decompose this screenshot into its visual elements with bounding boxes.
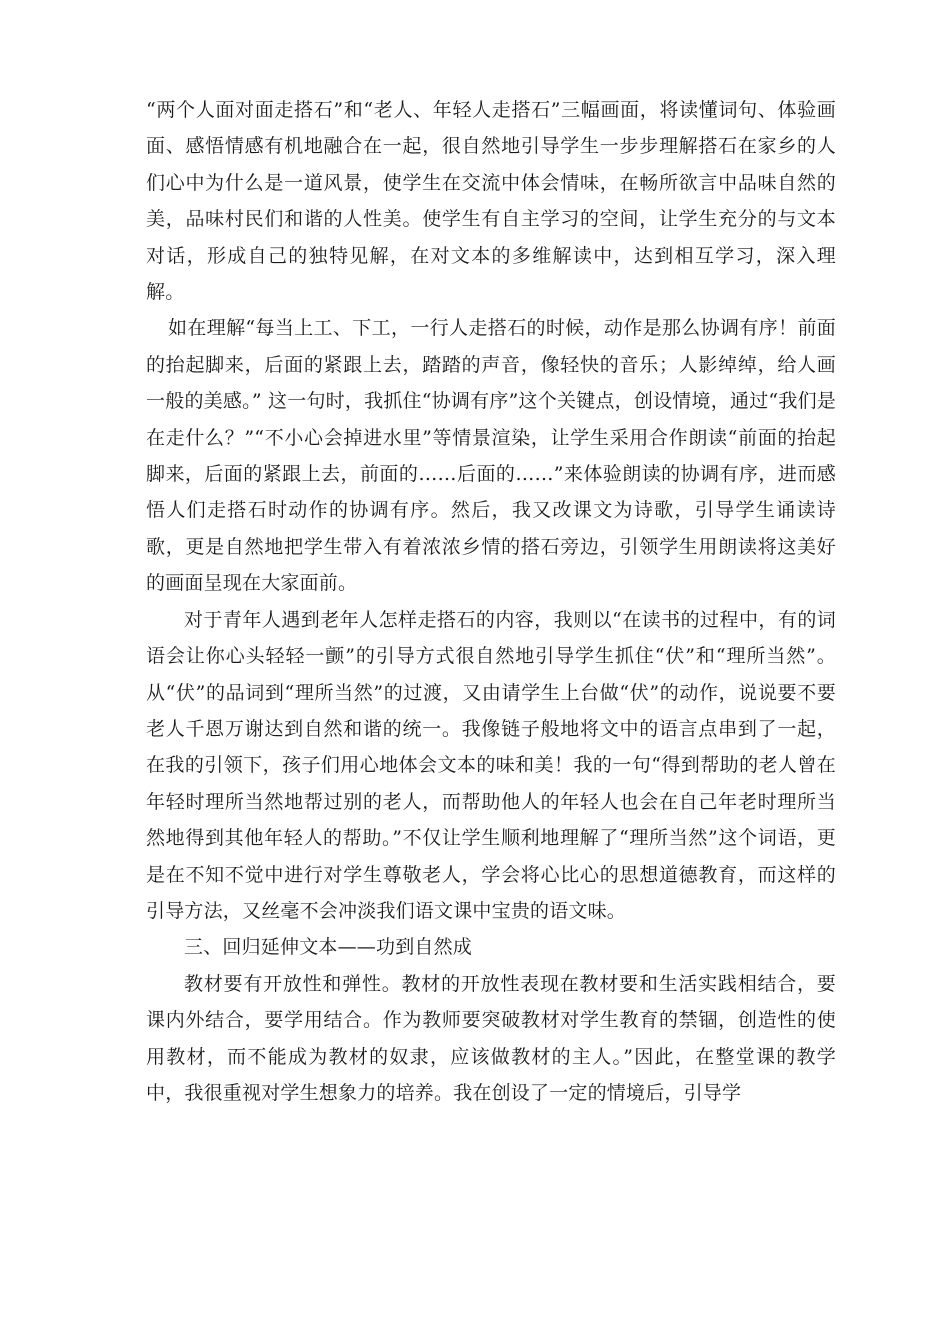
section-heading: 三、回归延伸文本——功到自然成	[184, 936, 473, 959]
paragraph-continuation: “两个人面对面走搭石”和“老人、年轻人走搭石”三幅画面，将读懂词句、体验画面、感悟情感有机地融合在一起，很自然地引导学生一步步理解搭石在家乡的人们心中为什么是一道风景，使学生在交流中体会情味，在畅所欲言中品味自然的美，品味村民们和谐的人性美。使学生有自主学习的空间，让学生充分的与文本对话，形成自己的独特见解，在对文本的多维解读中，达到相互学习，深入理解。	[146, 99, 836, 304]
paragraph-coordination: 如在理解“每当上工、下工，一行人走搭石的时候，动作是那么协调有序！前面的抬起脚来，后面的紧跟上去，踏踏的声音，像轻快的音乐；人影绰绰，给人画一般的美感。” 这一句时，我抓住“协调有序”这个关键点，创设情境，通过“我们是在走什么？”“不小心会掉进水里”等情景渲染，让学生采用合作朗读“前面的抬起脚来，后面的紧跟上去，前面的……后面的……”来体验朗读的协调有序，进而感悟人们走搭石时动作的协调有序。然后，我又改课文为诗歌，引导学生诵读诗歌，更是自然地把学生带入有着浓浓乡情的搭石旁边，引领学生用朗读将这美好的画面呈现在大家面前。	[146, 317, 836, 595]
paragraph-textbook: 教材要有开放性和弹性。教材的开放性表现在教材要和生活实践相结合，要课内外结合，要学用结合。作为教师要突破教材对学生教育的禁锢，创造性的使用教材，而不能成为教材的奴隶，应该做教材的主人。”因此，在整堂课的教学中，我很重视对学生想象力的培养。我在创设了一定的情境后，引导学	[146, 972, 836, 1104]
paragraph-elders: 对于青年人遇到老年人怎样走搭石的内容，我则以“在读书的过程中，有的词语会让你心头轻轻一颤”的引导方式很自然地引导学生抓住“伏”和“理所当然”。从“伏”的品词到“理所当然”的过渡，又由请学生上台做“伏”的动作，说说要不要老人千恩万谢达到自然和谐的统一。我像链子般地将文中的语言点串到了一起，在我的引领下，孩子们用心地体会文本的味和美！我的一句“得到帮助的老人曾在年轻时理所当然地帮过别的老人，而帮助他人的年轻人也会在自己年老时理所当然地得到其他年轻人的帮助。”不仅让学生顺利地理解了“理所当然”这个词语，更是在不知不觉中进行对学生尊敬老人，学会将心比心的思想道德教育，而这样的引导方法，又丝毫不会冲淡我们语文课中宝贵的语文味。	[146, 608, 836, 922]
document-body	[146, 92, 836, 1111]
